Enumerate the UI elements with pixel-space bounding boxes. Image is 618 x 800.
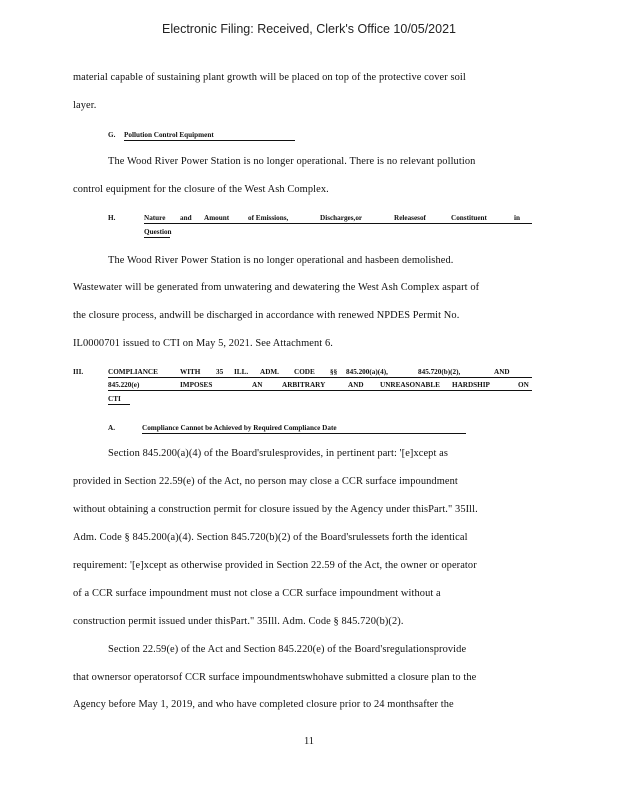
section-iii-title-word: COMPLIANCE <box>108 368 158 376</box>
section-g-label: G. <box>108 131 116 139</box>
section-iii-title-line3: CTI <box>108 395 121 403</box>
section-iii-title-word: HARDSHIP <box>452 381 490 389</box>
body-line: without obtaining a construction permit for closure issued by the Agency under thisPart." 35Ill. <box>73 504 478 515</box>
section-iii-title-word: WITH <box>180 368 201 376</box>
section-h-title-word: Amount <box>204 214 230 222</box>
body-line: Wastewater will be generated from unwatering and dewatering the West Ash Complex aspart of <box>73 282 480 293</box>
section-iii-title-word: AND <box>494 368 510 376</box>
heading-underline <box>124 140 295 141</box>
section-h-title-word: Constituent <box>451 214 487 222</box>
section-iii-title-word: AND <box>348 381 364 389</box>
body-line: Section 22.59(e) of the Act and Section 845.220(e) of the Board'sregulationsprovide <box>108 644 467 655</box>
section-iii-title-word: ON <box>518 381 529 389</box>
heading-underline <box>142 433 466 434</box>
body-line: Agency before May 1, 2019, and who have completed closure prior to 24 monthsafter the <box>73 699 454 710</box>
section-iii-title-word: 845.720(b)(2), <box>418 368 461 376</box>
body-line: the closure process, andwill be discharged in accordance with renewed NPDES Permit No. <box>73 310 460 321</box>
body-line: requirement: '[e]xcept as otherwise provided in Section 22.59 of the Act, the owner or operator <box>73 560 477 571</box>
body-line: The Wood River Power Station is no longer operational. There is no relevant pollution <box>108 156 476 167</box>
section-h-title-word: Releasesof <box>394 214 426 222</box>
heading-underline <box>144 223 532 224</box>
section-iii-title-word: ILL. <box>234 368 249 376</box>
section-h-title-word: and <box>180 214 192 222</box>
electronic-filing-stamp: Electronic Filing: Received, Clerk's Office 10/05/2021 <box>162 22 456 36</box>
body-line: The Wood River Power Station is no longer operational and hasbeen demolished. <box>108 255 454 266</box>
section-h-title-line2: Question <box>144 228 172 236</box>
section-iii-title-word: ARBITRARY <box>282 381 326 389</box>
section-g-title: Pollution Control Equipment <box>124 131 214 139</box>
section-iii-label: III. <box>73 368 84 376</box>
body-line: Section 845.200(a)(4) of the Board'srulesprovides, in pertinent part: '[e]xcept as <box>108 448 449 459</box>
section-h-label: H. <box>108 214 116 222</box>
section-iii-title-word: AN <box>252 381 263 389</box>
section-iii-title-word: 845.220(e) <box>108 381 140 389</box>
section-iii-title-word: 35 <box>216 368 224 376</box>
section-h-title-word: in <box>514 214 520 222</box>
body-line: provided in Section 22.59(e) of the Act, no person may close a CCR surface impoundment <box>73 476 458 487</box>
section-h-title-word: Nature <box>144 214 166 222</box>
section-iii-title-word: IMPOSES <box>180 381 213 389</box>
body-line: control equipment for the closure of the West Ash Complex. <box>73 184 329 195</box>
heading-underline <box>108 377 532 378</box>
section-iii-title-word: §§ <box>330 368 338 376</box>
section-h-title-word: of Emissions, <box>248 214 289 222</box>
section-iii-title-word: UNREASONABLE <box>380 381 440 389</box>
section-h-title-word: Discharges,or <box>320 214 363 222</box>
body-line: that ownersor operatorsof CCR surface impoundmentswhohave submitted a closure plan to the <box>73 672 477 683</box>
heading-underline <box>144 237 170 238</box>
body-line: Adm. Code § 845.200(a)(4). Section 845.720(b)(2) of the Board'srulessets forth the identical <box>73 532 468 543</box>
section-iii-title-word: 845.200(a)(4), <box>346 368 388 376</box>
section-a-label: A. <box>108 424 115 432</box>
body-line: layer. <box>73 100 97 111</box>
section-a-title: Compliance Cannot be Achieved by Required Compliance Date <box>142 424 337 432</box>
heading-underline <box>108 404 130 405</box>
body-line: construction permit issued under thisPart." 35Ill. Adm. Code § 845.720(b)(2). <box>73 616 404 627</box>
section-iii-title-word: ADM. <box>260 368 279 376</box>
body-line: of a CCR surface impoundment must not close a CCR surface impoundment without a <box>73 588 441 599</box>
page-number: 11 <box>303 736 315 747</box>
section-iii-title-word: CODE <box>294 368 315 376</box>
body-line: material capable of sustaining plant growth will be placed on top of the protective cover soil <box>73 72 466 83</box>
heading-underline <box>108 390 532 391</box>
body-line: IL0000701 issued to CTI on May 5, 2021. See Attachment 6. <box>73 338 333 349</box>
